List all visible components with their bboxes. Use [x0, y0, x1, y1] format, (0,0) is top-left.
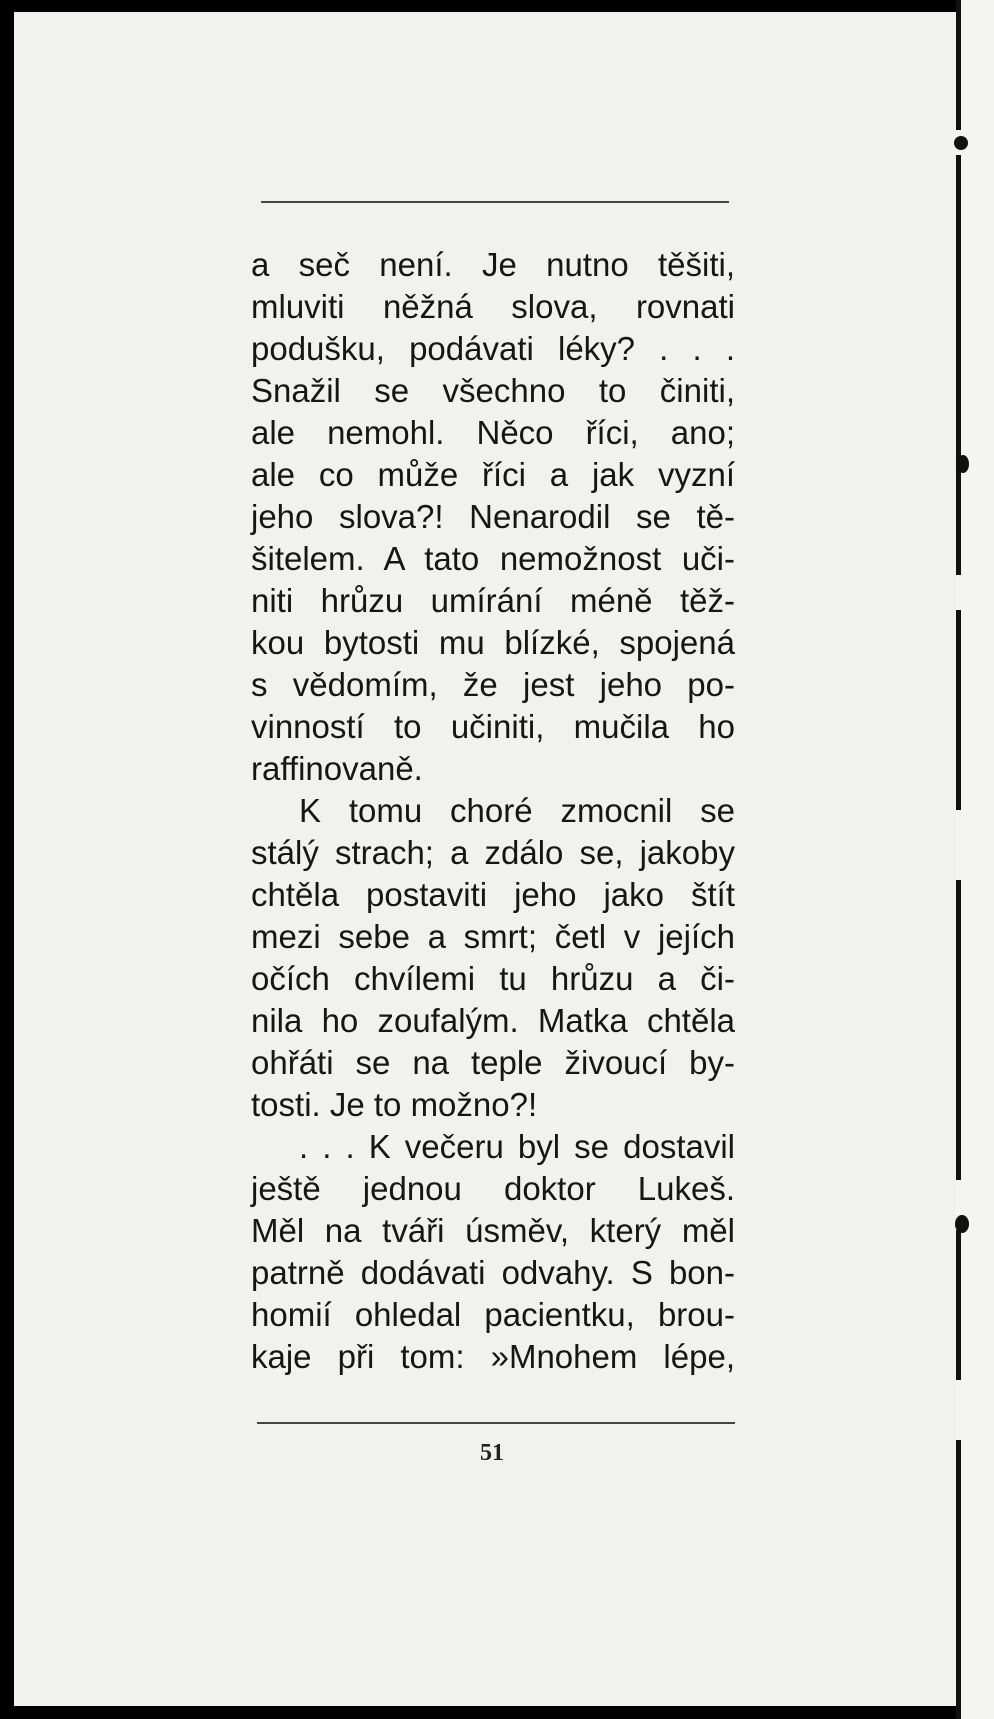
- text-line: homií ohledal pacientku, brou-: [251, 1296, 735, 1333]
- binding-line: [956, 1230, 961, 1380]
- text-line: jeho slova?! Nenarodil se tě-: [251, 498, 735, 535]
- text-line: s vědomím, že jest jeho po-: [251, 666, 735, 703]
- text-line: kou bytosti mu blízké, spojená: [251, 624, 735, 661]
- text-line: stálý strach; a zdálo se, jakoby: [251, 834, 735, 871]
- text-line: chtěla postaviti jeho jako štít: [251, 876, 735, 913]
- binding-line: [956, 0, 961, 130]
- page-edge: [956, 0, 994, 1719]
- binding-line: [956, 1440, 961, 1719]
- text-line: ale nemohl. Něco říci, ano;: [251, 414, 735, 451]
- text-line: ale co může říci a jak vyzní: [251, 456, 735, 493]
- binding-line: [956, 155, 961, 575]
- text-line: niti hrůzu umírání méně těž-: [251, 582, 735, 619]
- text-line: raffinovaně.: [251, 750, 423, 787]
- binding-line: [956, 610, 961, 810]
- text-line: Měl na tváři úsměv, který měl: [251, 1212, 735, 1249]
- text-line: mezi sebe a smrt; četl v jejích: [251, 918, 735, 955]
- text-line: patrně dodávati odvahy. S bon-: [251, 1254, 735, 1291]
- binding-line: [956, 880, 961, 1180]
- text-line: očích chvílemi tu hrůzu a či-: [251, 960, 735, 997]
- text-line: šitelem. A tato nemožnost uči-: [251, 540, 735, 577]
- bottom-rule: [257, 1422, 735, 1424]
- text-line: . . . K večeru byl se dostavil: [299, 1128, 735, 1165]
- top-rule: [261, 201, 729, 203]
- text-line: ještě jednou doktor Lukeš.: [251, 1170, 735, 1207]
- text-line: tosti. Je to možno?!: [251, 1086, 538, 1123]
- page-number: 51: [480, 1440, 504, 1466]
- text-line: nila ho zoufalým. Matka chtěla: [251, 1002, 735, 1039]
- binding-mark: [954, 136, 968, 150]
- binding-mark: [955, 1215, 969, 1233]
- text-line: vinností to učiniti, mučila ho: [251, 708, 735, 745]
- text-line: K tomu choré zmocnil se: [299, 792, 735, 829]
- text-line: kaje při tom: »Mnohem lépe,: [251, 1338, 735, 1375]
- text-line: Snažil se všechno to činiti,: [251, 372, 735, 409]
- text-line: mluviti něžná slova, rovnati: [251, 288, 735, 325]
- text-line: ohřáti se na teple živoucí by-: [251, 1044, 735, 1081]
- body-text: [251, 244, 735, 1378]
- text-line: podušku, podávati léky? . . .: [251, 330, 735, 367]
- binding-mark: [957, 455, 969, 473]
- text-line: a seč není. Je nutno těšiti,: [251, 246, 735, 283]
